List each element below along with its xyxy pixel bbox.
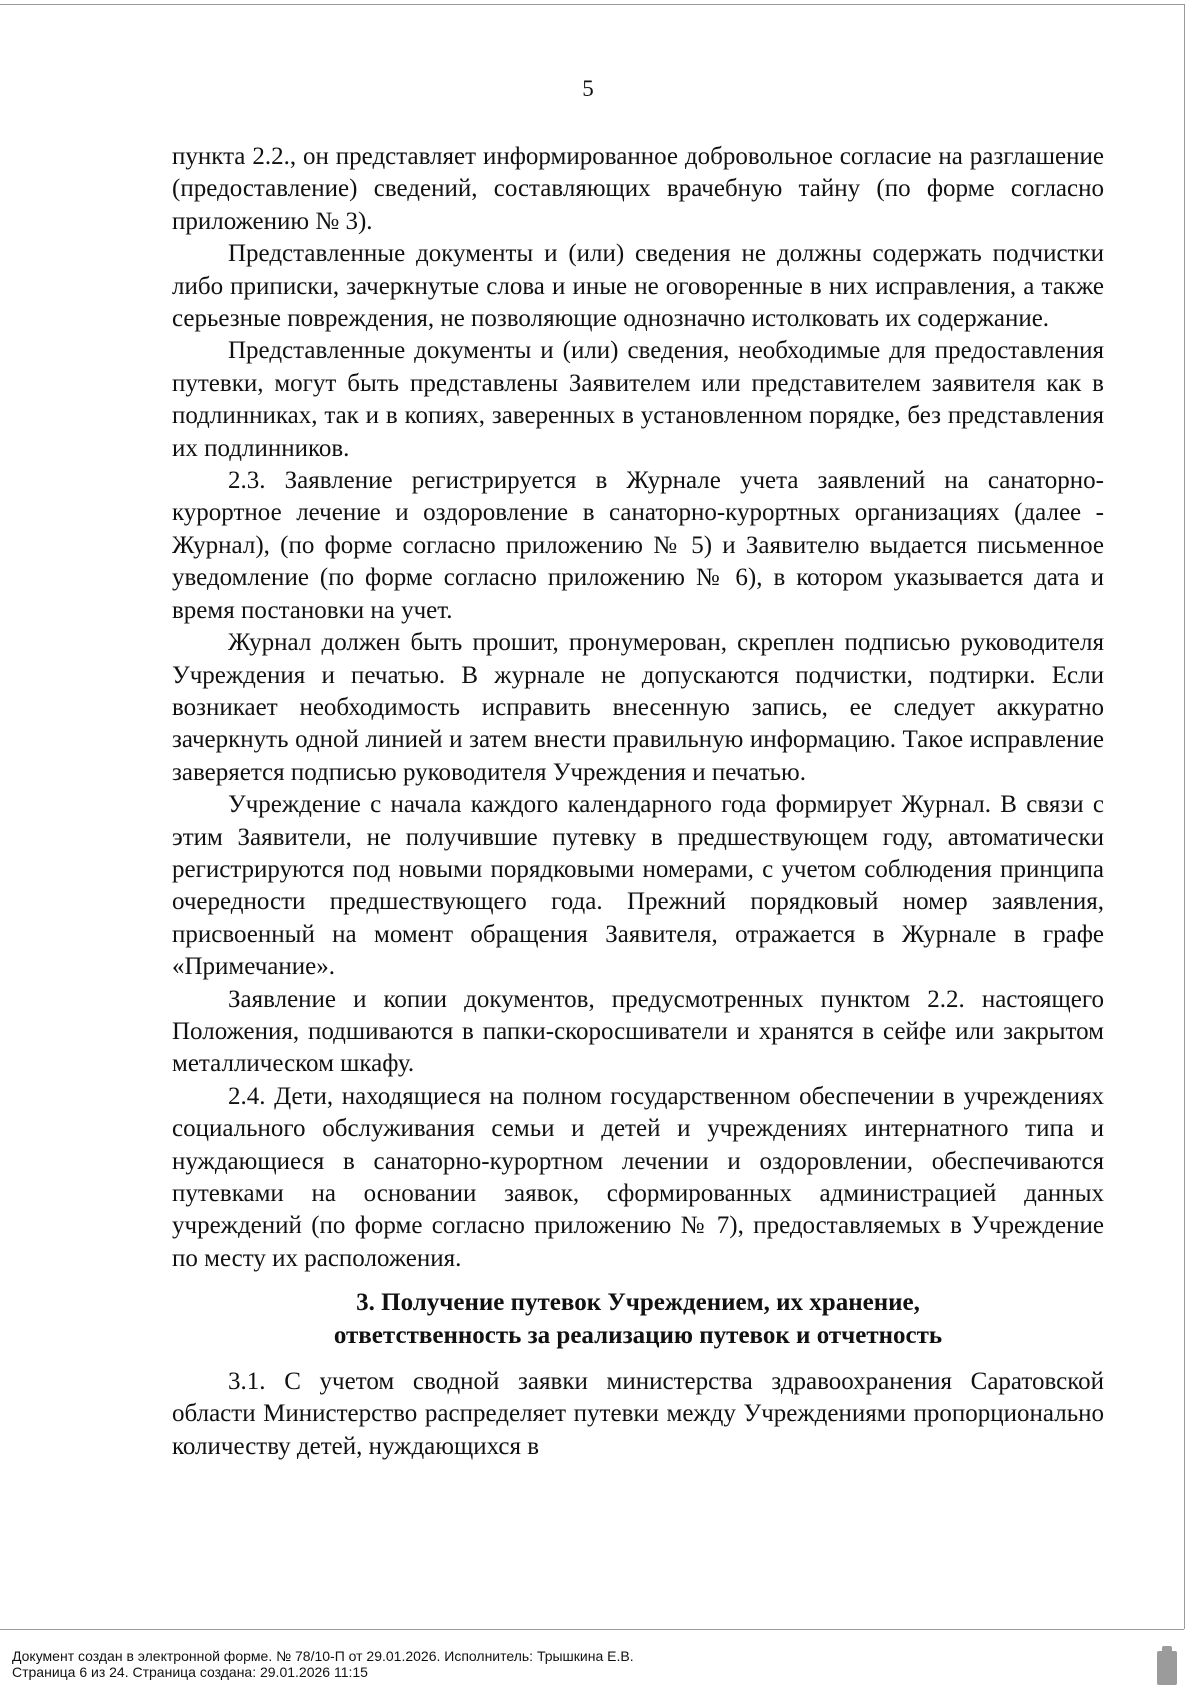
section-heading-line-1: 3. Получение путевок Учреждением, их хранение, [356, 1289, 920, 1317]
paragraph-3: Представленные документы и (или) сведения, необходимые для предоставления путевки, могут быть представлены Заявителем или представителем заявителя как в подлинниках, так и в копиях, заверенных в установленном порядке, без представления их подлинников. [172, 337, 1104, 462]
section-paragraph-1: 3.1. С учетом сводной заявки министерства здравоохранения Саратовской области Министерство распределяет путевки между Учреждениями пропорционально количеству детей, нуждающихся в [172, 1368, 1104, 1460]
right-border-line [1184, 4, 1185, 1629]
footer-line-1: Документ создан в электронной форме. № 78/10-П от 29.01.2026. Исполнитель: Трышкина Е.В. [12, 1648, 634, 1664]
paragraph-5: Журнал должен быть прошит, пронумерован, скреплен подписью руководителя Учреждения и печатью. В журнале не допускаются подчистки, подтирки. Если возникает необходимость исправить внесенную запись, ее следует аккуратно зачеркнуть одной линией и затем внести правильную информацию. Такое исправление заверяется подписью руководителя Учреждения и печатью. [172, 629, 1104, 786]
document-body [172, 141, 1104, 1463]
section-heading [172, 1287, 1104, 1352]
document-scan-icon [1157, 1651, 1177, 1685]
paragraph-2: Представленные документы и (или) сведения не должны содержать подчистки либо приписки, зачеркнутые слова и иные не оговоренные в них исправления, а также серьезные повреждения, не позволяющие однозначно истолковать их содержание. [172, 240, 1104, 333]
footer [12, 1648, 1112, 1680]
paragraph-6: Учреждение с начала каждого календарного года формирует Журнал. В связи с этим Заявители, не получившие путевку в предшествующем году, автоматически регистрируются под новыми порядковыми номерами, с учетом соблюдения принципа очередности предшествующего года. Прежний порядковый номер заявления, присвоенный на момент обращения Заявителя, отражается в Журнале в графе «Примечание». [172, 791, 1104, 981]
paragraph-4: 2.3. Заявление регистрируется в Журнале учета заявлений на санаторно-курортное лечение и оздоровление в санаторно-курортных организациях (далее - Журнал), (по форме согласно приложению № 5) и Заявителю выдается письменное уведомление (по форме согласно приложению № 6), в котором указывается дата и время постановки на учет. [172, 467, 1104, 624]
paragraph-8: 2.4. Дети, находящиеся на полном государственном обеспечении в учреждениях социального обслуживания семьи и детей и учреждениях интернатного типа и нуждающиеся в санаторно-курортном лечении и оздоровлении, обеспечиваются путевками на основании заявок, сформированных администрацией данных учреждений (по форме согласно приложению № 7), предоставляемых в Учреждение по месту их расположения. [172, 1082, 1104, 1272]
paragraph-1: пункта 2.2., он представляет информированное добровольное согласие на разглашение (предоставление) сведений, составляющих врачебную тайну (по форме согласно приложению № 3). [172, 143, 1104, 235]
page-number: 5 [582, 76, 594, 101]
footer-line-2: Страница 6 из 24. Страница создана: 29.01.2026 11:15 [12, 1664, 368, 1680]
section-heading-line-2: ответственность за реализацию путевок и отчетность [333, 1321, 943, 1349]
paragraph-7: Заявление и копии документов, предусмотренных пунктом 2.2. настоящего Положения, подшиваются в папки-скоросшиватели и хранятся в сейфе или закрытом металлическом шкафу. [172, 985, 1104, 1078]
footer-divider [0, 1629, 1184, 1630]
top-border-line [0, 4, 1184, 5]
